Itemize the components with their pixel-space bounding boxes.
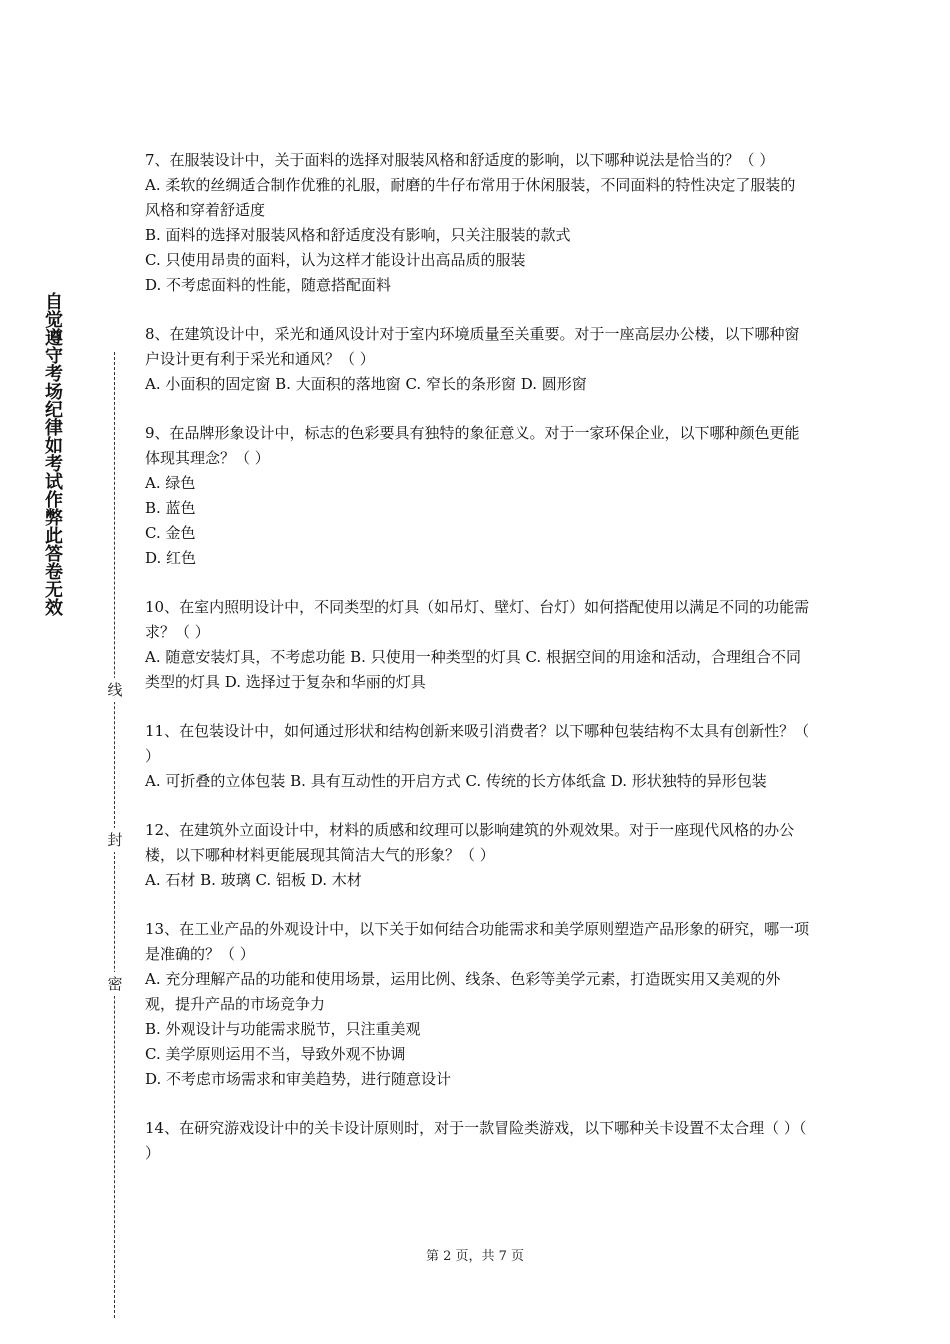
- question-7: [145, 148, 810, 298]
- options-inline: A. 随意安装灯具，不考虑功能 B. 只使用一种类型的灯具 C. 根据空间的用途和活动，合理组合不同类型的灯具 D. 选择过于复杂和华丽的灯具: [145, 648, 801, 691]
- question-stem: 13、在工业产品的外观设计中，以下关于如何结合功能需求和美学原则塑造产品形象的研究，哪一项是准确的？（ ）: [145, 920, 810, 963]
- options-inline: A. 石材 B. 玻璃 C. 铝板 D. 木材: [145, 871, 362, 889]
- page-number: 第 2 页，共 7 页: [425, 1249, 525, 1264]
- option-d: D. 不考虑市场需求和审美趋势，进行随意设计: [145, 1070, 452, 1088]
- question-stem: 8、在建筑设计中，采光和通风设计对于室内环境质量至关重要。对于一座高层办公楼，以下哪种窗户设计更有利于采光和通风？（ ）: [145, 325, 800, 368]
- options-inline: A. 可折叠的立体包装 B. 具有互动性的开启方式 C. 传统的长方体纸盒 D. 形状独特的异形包装: [145, 772, 767, 790]
- seal-char-secret: 密: [104, 972, 126, 996]
- question-stem: 7、在服装设计中，关于面料的选择对服装风格和舒适度的影响，以下哪种说法是恰当的？（ ）: [145, 151, 775, 169]
- question-13: [145, 917, 810, 1092]
- option-d: D. 不考虑面料的性能，随意搭配面料: [145, 276, 392, 294]
- option-c: C. 金色: [145, 524, 196, 542]
- option-a: A. 绿色: [145, 474, 196, 492]
- seal-char-seal: 封: [104, 828, 126, 852]
- question-stem: 12、在建筑外立面设计中，材料的质感和纹理可以影响建筑的外观效果。对于一座现代风格的办公楼，以下哪种材料更能展现其简洁大气的形象？（ ）: [145, 821, 795, 864]
- option-d: D. 红色: [145, 549, 197, 567]
- option-b: B. 蓝色: [145, 499, 196, 517]
- question-10: [145, 595, 810, 695]
- option-a: A. 充分理解产品的功能和使用场景，运用比例、线条、色彩等美学元素，打造既实用又美观的外观，提升产品的市场竞争力: [145, 970, 781, 1013]
- question-list: [145, 148, 810, 1190]
- option-b: B. 外观设计与功能需求脱节，只注重美观: [145, 1020, 421, 1038]
- option-c: C. 只使用昂贵的面料，认为这样才能设计出高品质的服装: [145, 251, 526, 269]
- question-stem: 11、在包装设计中，如何通过形状和结构创新来吸引消费者？以下哪种包装结构不太具有创新性？（ ）: [145, 722, 810, 765]
- question-stem: 10、在室内照明设计中，不同类型的灯具（如吊灯、壁灯、台灯）如何搭配使用以满足不同的功能需求？（ ）: [145, 598, 810, 641]
- option-c: C. 美学原则运用不当，导致外观不协调: [145, 1045, 406, 1063]
- option-b: B. 面料的选择对服装风格和舒适度没有影响，只关注服装的款式: [145, 226, 571, 244]
- seal-char-line: 线: [104, 678, 126, 702]
- question-9: [145, 421, 810, 571]
- question-stem: 9、在品牌形象设计中，标志的色彩要具有独特的象征意义。对于一家环保企业，以下哪种颜色更能体现其理念？（ ）: [145, 424, 800, 467]
- question-14: [145, 1116, 810, 1166]
- question-12: [145, 818, 810, 893]
- question-8: [145, 322, 810, 397]
- exam-discipline-warning: 自觉遵守考场纪律如考试作弊此答卷无效: [42, 292, 63, 616]
- option-a: A. 柔软的丝绸适合制作优雅的礼服，耐磨的牛仔布常用于休闲服装，不同面料的特性决定了服装的风格和穿着舒适度: [145, 176, 796, 219]
- question-11: [145, 719, 810, 794]
- options-inline: A. 小面积的固定窗 B. 大面积的落地窗 C. 窄长的条形窗 D. 圆形窗: [145, 375, 587, 393]
- question-stem: 14、在研究游戏设计中的关卡设计原则时，对于一款冒险类游戏，以下哪种关卡设置不太合理（ ）（ ）: [145, 1119, 807, 1162]
